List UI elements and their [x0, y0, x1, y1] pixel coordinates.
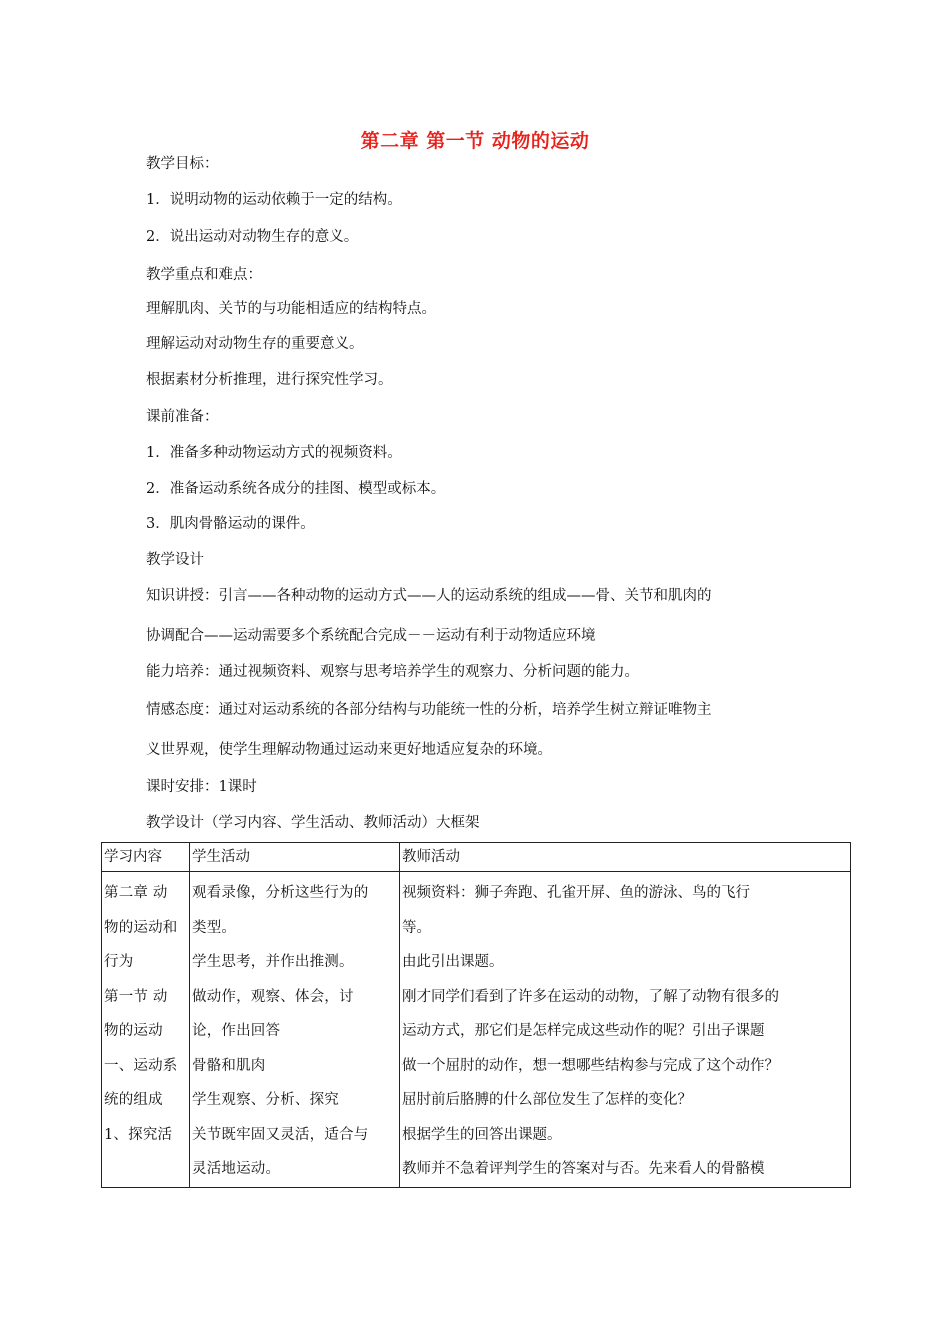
document-title: 第二章 第一节 动物的运动: [360, 130, 590, 152]
cell-line: 学生思考，并作出推测。: [192, 954, 354, 970]
cell-line: 做一个屈肘的动作，想一想哪些结构参与完成了这个动作？: [402, 1057, 779, 1074]
body-line: 教学重点和难点：: [146, 267, 262, 283]
cell-line: 类型。: [192, 919, 237, 936]
learning-content-cell: [102, 872, 190, 1188]
table-header-cell: 教师活动: [400, 843, 851, 872]
teacher-activity-cell: [400, 872, 851, 1188]
cell-line: 灵活地运动。: [192, 1161, 281, 1177]
lesson-design-table: [101, 842, 851, 1188]
cell-line: 统的组成: [104, 1092, 163, 1108]
table-header-cell: 学生活动: [190, 843, 400, 872]
table-row: [102, 872, 851, 1188]
body-line: 理解肌肉、关节的与功能相适应的结构特点。: [146, 301, 436, 317]
cell-line: 一、运动系: [104, 1057, 178, 1074]
cell-line: 根据学生的回答出课题。: [402, 1126, 562, 1143]
body-line: 1．说明动物的运动依赖于一定的结构。: [146, 192, 402, 208]
cell-line: 视频资料：狮子奔跑、孔雀开屏、鱼的游泳、鸟的飞行: [402, 885, 750, 901]
cell-line: 物的运动: [104, 1023, 163, 1039]
student-activity-cell: [190, 872, 400, 1188]
body-line: 课前准备：: [146, 409, 219, 425]
cell-line: 论，作出回答: [192, 1023, 281, 1039]
body-line: 教学设计（学习内容、学生活动、教师活动）大框架: [146, 815, 480, 831]
table-header-row: [102, 843, 851, 872]
body-line: 理解运动对动物生存的重要意义。: [146, 336, 364, 352]
cell-line: 做动作，观察、体会，讨: [192, 988, 354, 1005]
cell-line: 骨骼和肌肉: [192, 1057, 266, 1074]
body-line: 根据素材分析推理，进行探究性学习。: [146, 372, 393, 388]
cell-line: 刚才同学们看到了许多在运动的动物，了解了动物有很多的: [402, 988, 779, 1005]
body-line: 2．说出运动对动物生存的意义。: [146, 229, 359, 245]
cell-line: 等。: [402, 919, 431, 936]
cell-line: 学生观察、分析、探究: [192, 1092, 339, 1108]
body-line: 教学目标：: [146, 156, 219, 172]
cell-line: 关节既牢固又灵活，适合与: [192, 1126, 369, 1143]
cell-line: 1、探究活: [104, 1126, 173, 1143]
body-line: 教学设计: [146, 552, 204, 568]
cell-line: 屈肘前后胳膊的什么部位发生了怎样的变化？: [402, 1092, 692, 1108]
body-line: 情感态度：通过对运动系统的各部分结构与功能统一性的分析，培养学生树立辩证唯物主: [146, 702, 712, 718]
cell-line: 第二章 动: [104, 885, 168, 901]
body-line: 课时安排：1课时: [146, 779, 257, 795]
cell-line: 第一节 动: [104, 988, 168, 1005]
table-header-cell: 学习内容: [102, 843, 190, 872]
body-line: 3．肌肉骨骼运动的课件。: [146, 516, 315, 532]
cell-line: 教师并不急着评判学生的答案对与否。先来看人的骨骼模: [402, 1161, 765, 1177]
cell-line: 物的运动和: [104, 919, 178, 936]
cell-line: 行为: [104, 954, 134, 970]
body-line: 能力培养：通过视频资料、观察与思考培养学生的观察力、分析问题的能力。: [146, 664, 639, 680]
body-line: 义世界观，使学生理解动物通过运动来更好地适应复杂的环境。: [146, 742, 552, 758]
body-line: 1．准备多种动物运动方式的视频资料。: [146, 445, 402, 461]
cell-line: 由此引出课题。: [402, 954, 504, 970]
body-line: 协调配合——运动需要多个系统配合完成－－运动有利于动物适应环境: [146, 628, 596, 644]
body-line: 知识讲授：引言——各种动物的运动方式——人的运动系统的组成——骨、关节和肌肉的: [146, 588, 712, 604]
cell-line: 运动方式，那它们是怎样完成这些动作的呢？引出子课题: [402, 1023, 765, 1039]
body-line: 2．准备运动系统各成分的挂图、模型或标本。: [146, 481, 446, 497]
cell-line: 观看录像，分析这些行为的: [192, 885, 369, 901]
